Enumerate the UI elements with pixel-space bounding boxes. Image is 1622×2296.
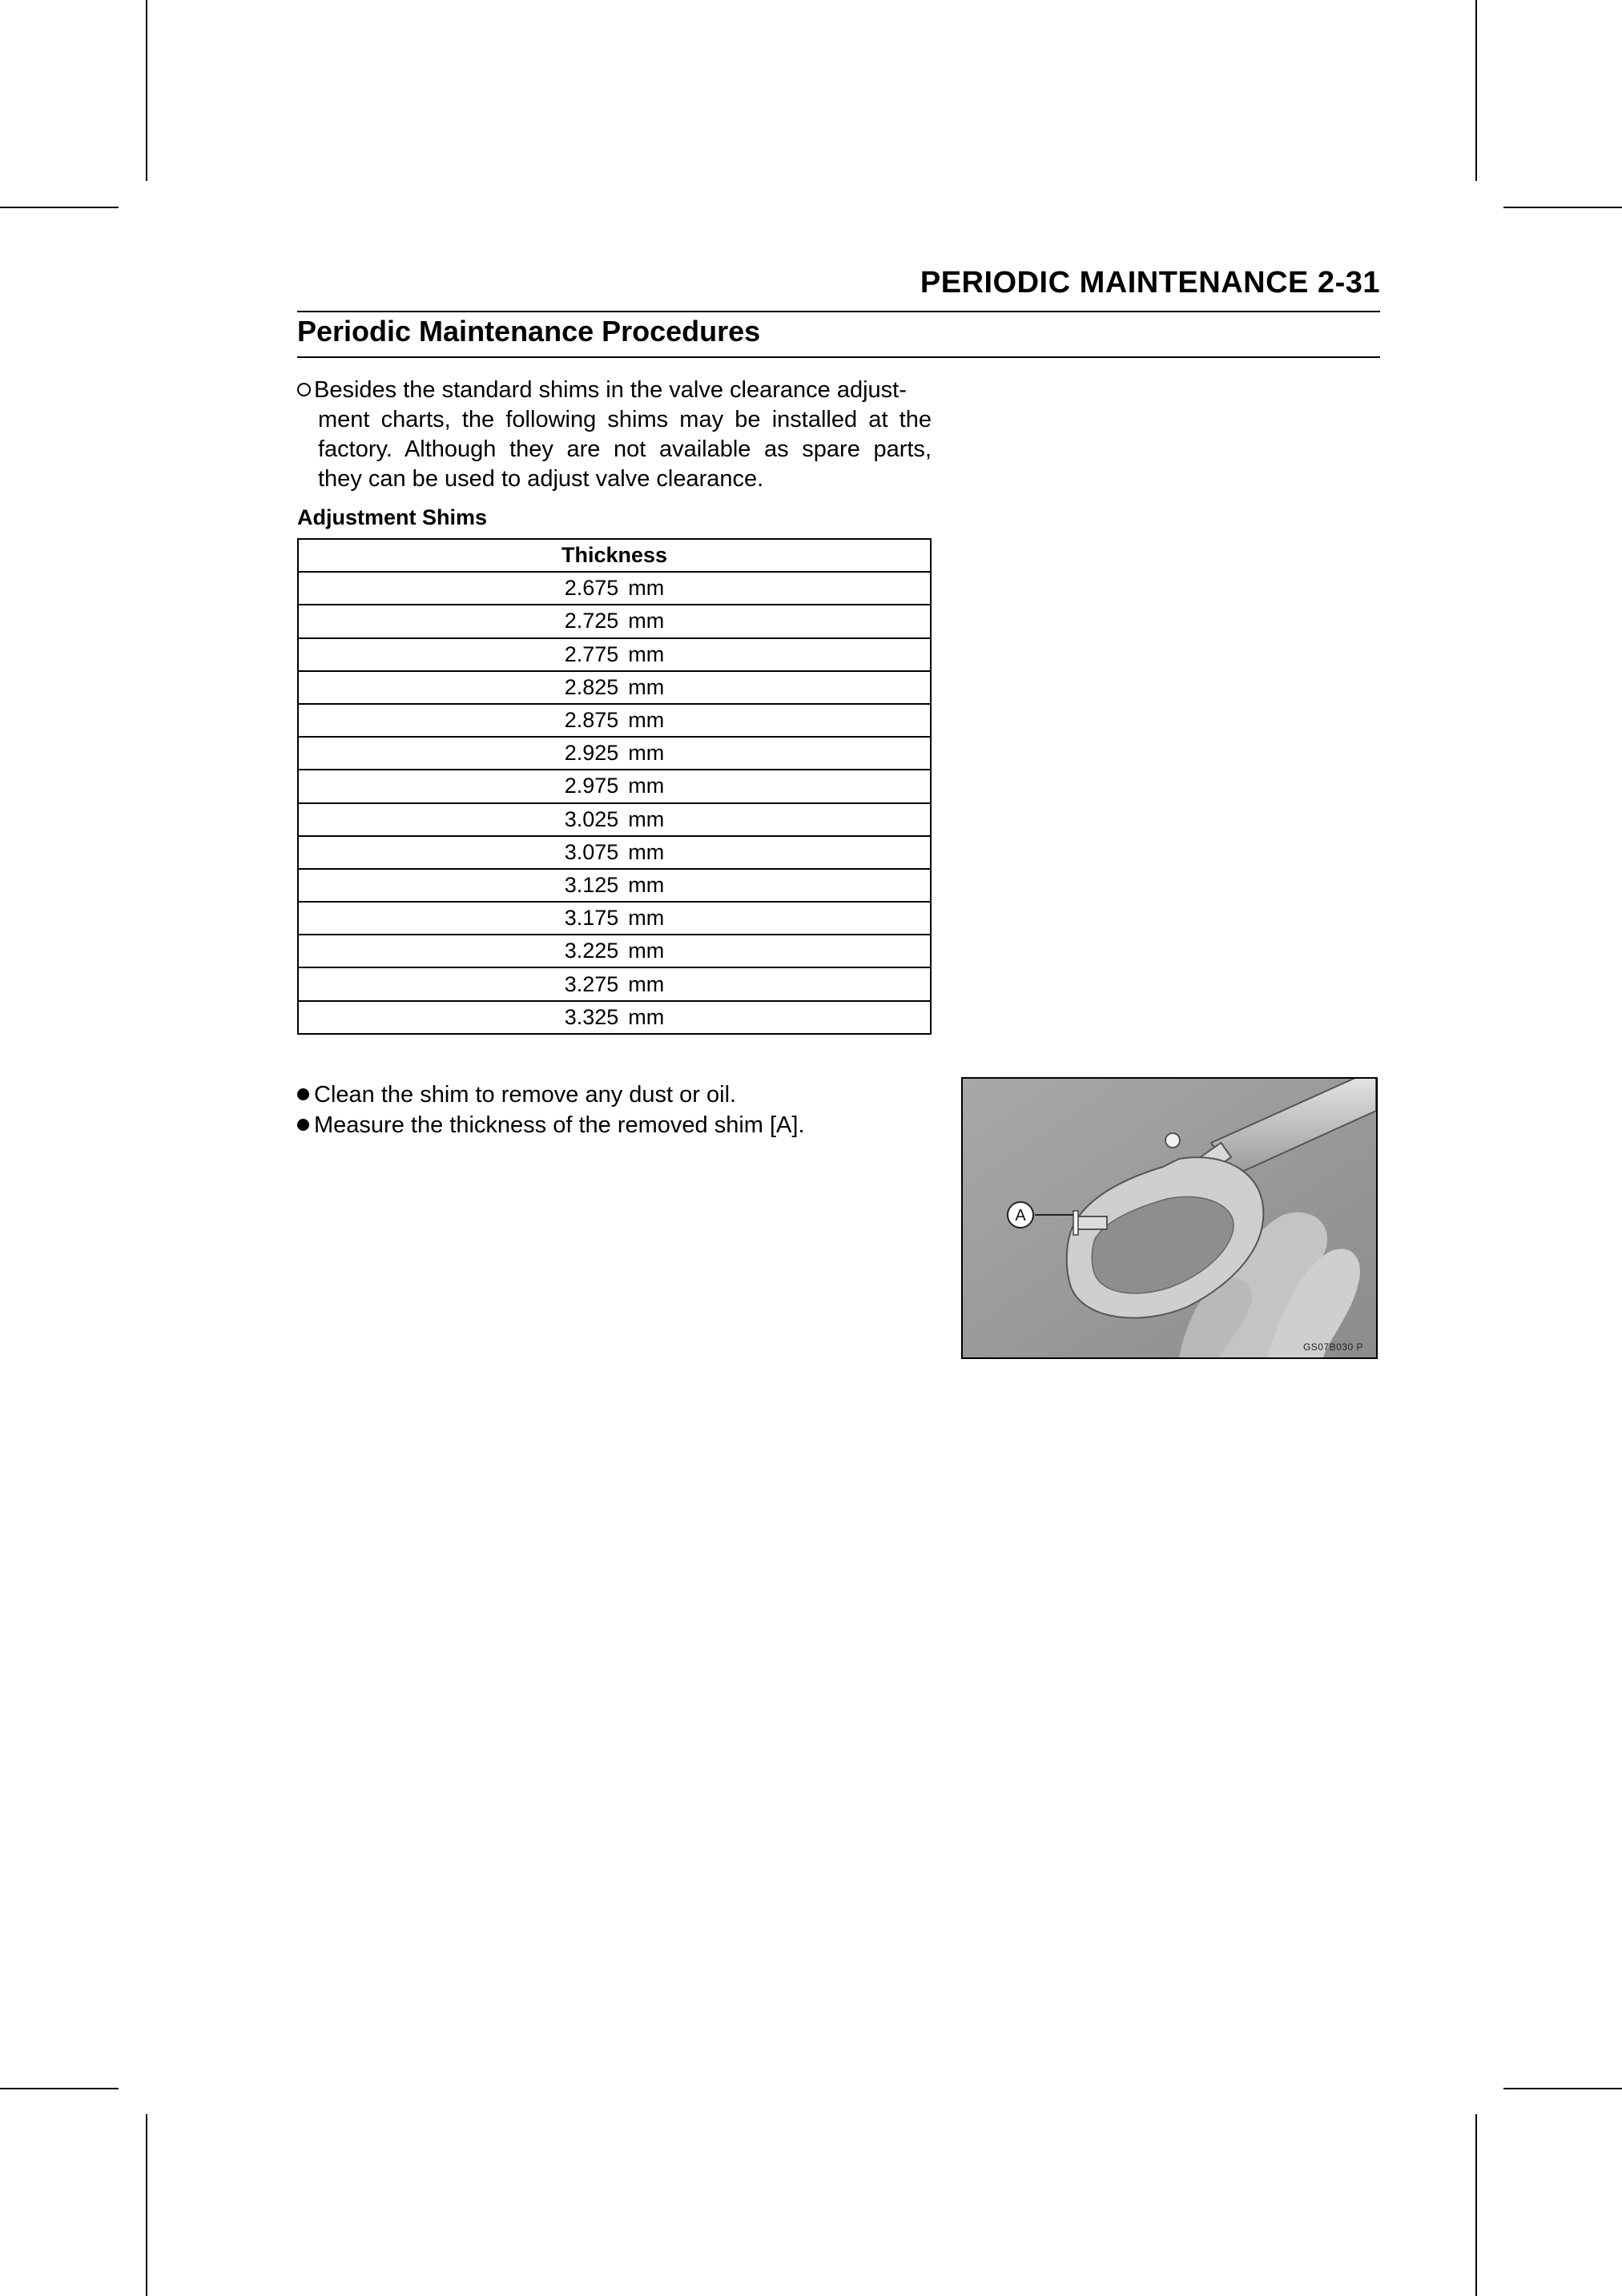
thickness-value: 2.975	[564, 774, 619, 798]
thickness-unit: mm	[628, 971, 665, 996]
thickness-cell	[298, 1001, 931, 1034]
header-rule	[297, 311, 1380, 312]
adjustment-shims-table	[297, 538, 932, 1035]
thickness-unit: mm	[628, 939, 665, 963]
thickness-value: 2.775	[564, 641, 619, 666]
thickness-cell	[298, 704, 931, 737]
thickness-unit: mm	[628, 741, 665, 766]
thickness-unit: mm	[628, 576, 665, 601]
table-row	[298, 869, 931, 902]
crop-mark	[1503, 2088, 1622, 2089]
thickness-unit: mm	[628, 774, 665, 798]
thickness-cell	[298, 737, 931, 770]
thickness-cell	[298, 902, 931, 935]
thickness-value: 2.825	[564, 674, 619, 699]
thickness-value: 3.075	[564, 839, 619, 864]
crop-mark	[0, 2088, 119, 2089]
crop-mark	[146, 2114, 147, 2296]
table-body	[298, 572, 931, 1034]
section-title: Periodic Maintenance Procedures	[297, 315, 761, 348]
thickness-cell	[298, 671, 931, 704]
bullet-dot-icon	[297, 1088, 309, 1100]
thickness-unit: mm	[628, 872, 665, 897]
thickness-value: 3.225	[564, 939, 619, 963]
callout-label-a: A	[1015, 1207, 1026, 1224]
section-rule	[297, 356, 1380, 358]
crop-mark	[1503, 207, 1622, 208]
thickness-unit: mm	[628, 806, 665, 831]
thickness-value: 2.675	[564, 576, 619, 601]
intro-line: ment charts, the following shims may be installed at the	[318, 407, 932, 432]
thickness-value: 2.875	[564, 708, 619, 733]
thickness-cell	[298, 836, 931, 869]
crop-mark	[0, 207, 119, 208]
thickness-value: 3.325	[564, 1004, 619, 1029]
thickness-unit: mm	[628, 708, 665, 733]
column-header-thickness: Thickness	[298, 539, 931, 572]
table-row	[298, 737, 931, 770]
crop-mark	[146, 0, 147, 181]
table-row	[298, 1001, 931, 1034]
thickness-value: 2.725	[564, 609, 619, 633]
bullet-dot-icon	[297, 1119, 309, 1131]
page-header-title: PERIODIC MAINTENANCE 2-31	[920, 266, 1380, 300]
table-row	[298, 836, 931, 869]
intro-line: Besides the standard shims in the valve clearance adjust-	[297, 376, 932, 405]
thickness-cell	[298, 967, 931, 1000]
micrometer-illustration	[963, 1079, 1376, 1357]
table-header-row	[298, 539, 931, 572]
table-row	[298, 770, 931, 802]
thickness-cell	[298, 605, 931, 637]
thickness-unit: mm	[628, 906, 665, 931]
thickness-unit: mm	[628, 674, 665, 699]
thickness-cell	[298, 638, 931, 671]
crop-mark	[1475, 0, 1477, 181]
thickness-value: 3.125	[564, 872, 619, 897]
intro-paragraph	[297, 376, 932, 494]
table-row	[298, 803, 931, 836]
table-row	[298, 605, 931, 637]
table-row	[298, 671, 931, 704]
intro-line: factory. Although they are not available as spare parts,	[318, 436, 932, 462]
thickness-value: 3.175	[564, 906, 619, 931]
thickness-value: 3.025	[564, 806, 619, 831]
thickness-unit: mm	[628, 609, 665, 633]
table-row	[298, 902, 931, 935]
intro-line: they can be used to adjust valve clearance.	[318, 466, 764, 492]
thickness-cell	[298, 869, 931, 902]
table-row	[298, 572, 931, 605]
thickness-unit: mm	[628, 839, 665, 864]
thickness-cell	[298, 803, 931, 836]
circle-bullet-icon	[297, 383, 311, 396]
thickness-unit: mm	[628, 1004, 665, 1029]
instruction-list	[297, 1080, 805, 1140]
thickness-cell	[298, 770, 931, 802]
thickness-cell	[298, 935, 931, 967]
list-item: Clean the shim to remove any dust or oil.	[297, 1080, 805, 1110]
table-row	[298, 935, 931, 967]
thickness-value: 3.275	[564, 971, 619, 996]
table-row	[298, 704, 931, 737]
crop-mark	[1475, 2114, 1477, 2296]
thickness-value: 2.925	[564, 741, 619, 766]
table-caption: Adjustment Shims	[297, 505, 488, 529]
table-row	[298, 638, 931, 671]
thickness-cell	[298, 572, 931, 605]
micrometer-photo	[961, 1077, 1378, 1359]
figure-code: GS07B030 P	[1302, 1341, 1363, 1353]
thickness-unit: mm	[628, 641, 665, 666]
table-row	[298, 967, 931, 1000]
list-item: Measure the thickness of the removed shim [A].	[297, 1110, 805, 1140]
